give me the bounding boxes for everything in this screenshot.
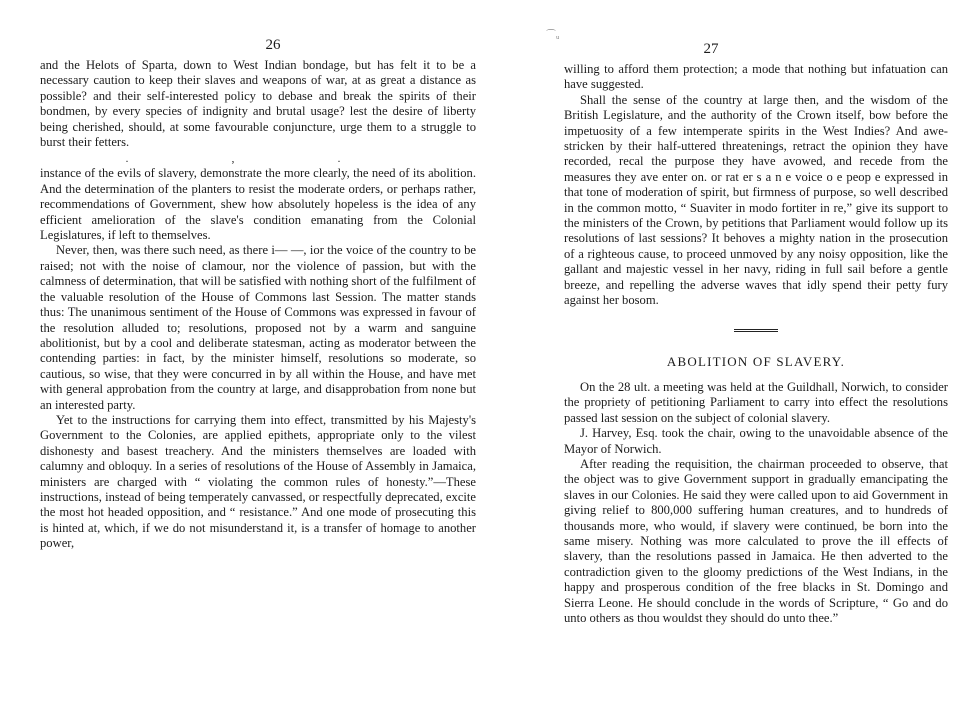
right-column-text: [564, 62, 948, 626]
right-page: [490, 0, 980, 728]
double-rule: [734, 329, 778, 334]
paragraph: On the 28 ult. a meeting was held at the Guildhall, Norwich, to consider the propriety of petitioning Parliament to carry into effect the resolutions passed last session on the subject of colonial slavery.: [564, 379, 948, 425]
paragraph: Never, then, was there such need, as there i— —, ior the voice of the country to be raised; not with the noise of clamour, nor the violence of passion, but with the calmness of determination, that will be satisfied with nothing short of the fulfilment of the valuable resolution of the House of Commons last Session. The matter stands thus: The unanimous sentiment of the House of Commons was expressed in favour of the resolution alluded to; resolutions, proposed not by a warm and sanguine abolitionist, but by a cool and deliberate statesman, acting as moderator between the contending parties: in fact, by the minister himself, resolutions so moderate, so cautious, so wise, that they were concurred in by all within the House, and have met with general approbation from the country at large, and disapprobation from none but an interested party.: [40, 243, 476, 412]
ornament-dots: . , .: [125, 151, 391, 166]
paragraph: Shall the sense of the country at large then, and the wisdom of the British Legislature, and the authority of the Crown itself, bow before the impetuosity of a few intemperate spirits in the West Indies? And awe-stricken by their half-uttered threatenings, retract the opinion they have recorded, recal the purpose they have avowed, and recede from the measures they ave enter on. or rat er s a n e voice o e peop e expressed in that tone of moderation of spirit, but firmness of purpose, so well described in the common motto, “ Suaviter in modo fortiter in re,” give its support to the ministers of the Crown, by petitions that Parliament would follow up its resolutions of last sessions? It behoves a mighty nation in the prosecution of a righteous cause, to proceed unmoved by any noisy opposition, like the gallant and majestic vessel in her navy, riding in full sail before a gentle breeze, and repelling the adverse waves that idly spend their petty fury against her bosom.: [564, 92, 948, 308]
section-divider: [564, 323, 948, 338]
page-number: 26: [265, 37, 281, 53]
section-heading: ABOLITION OF SLAVERY.: [666, 353, 846, 369]
paragraph: J. Harvey, Esq. took the chair, owing to the unavoidable absence of the Mayor of Norwich.: [564, 426, 948, 456]
page-number: 27: [703, 41, 719, 57]
left-column-text: [40, 58, 476, 552]
corner-mark: ⌒ᵤ: [546, 30, 560, 41]
paragraph: willing to afford them protection; a mode that nothing but infatuation can have suggested.: [564, 62, 948, 92]
paragraph: instance of the evils of slavery, demonstrate the more clearly, the need of its abolition. And the determination of the planters to resist the moderate orders, or perhaps rather, recommendations of Government, shew how absolutely hopeless is the idea of any efficient amelioration of the slave's condition emanating from the Colonial Legislatures, if left to themselves.: [40, 166, 476, 243]
paragraph: and the Helots of Sparta, down to West Indian bondage, but has felt it to be a necessary caution to keep their slaves and weapons of war, at as great a distance as possible? and their self-interested policy to debase and break the spirits of their bondmen, by every species of indignity and brutal usage? lest the desire of liberty being cherished, should, at some favourable conjuncture, urge them to a struggle to burst their fetters.: [40, 58, 476, 150]
paragraph: Yet to the instructions for carrying them into effect, transmitted by his Majesty's Government to the Colonies, are applied epithets, appropriate only to the vilest dishonesty and basest treachery. And the ministers themselves are loaded with calumny and obloquy. In a series of resolutions of the House of Assembly in Jamaica, ministers are charged with “ violating the common rules of honesty.”—These instructions, instead of being temperately canvassed, or respectfully deprecated, excite the most hot headed opposition, and “ resistance.” And one mode of prosecuting this is hinted at, which, if we do not misunderstand it, is a transfer of homage to another power,: [40, 412, 476, 551]
paragraph: After reading the requisition, the chairman proceeded to observe, that the object was to give Government support in gradually emancipating the slaves in our Colonies. He said they were called upon to aid Government in giving relief to 800,000 suffering human creatures, and to hundreds of thousands more, who would, if slavery were continued, be born into the same misery. Nothing was more calculated to prove the ill effects of slavery, than the resolutions passed in Jamaica. He then adverted to the contradiction given to the gloomy predictions of the West Indians, in the happy and prosperous condition of the free blacks in St. Domingo and Sierra Leone. He should conclude in the words of Scripture, “ Go and do unto others as thou wouldst they should do unto thee.”: [564, 456, 948, 625]
